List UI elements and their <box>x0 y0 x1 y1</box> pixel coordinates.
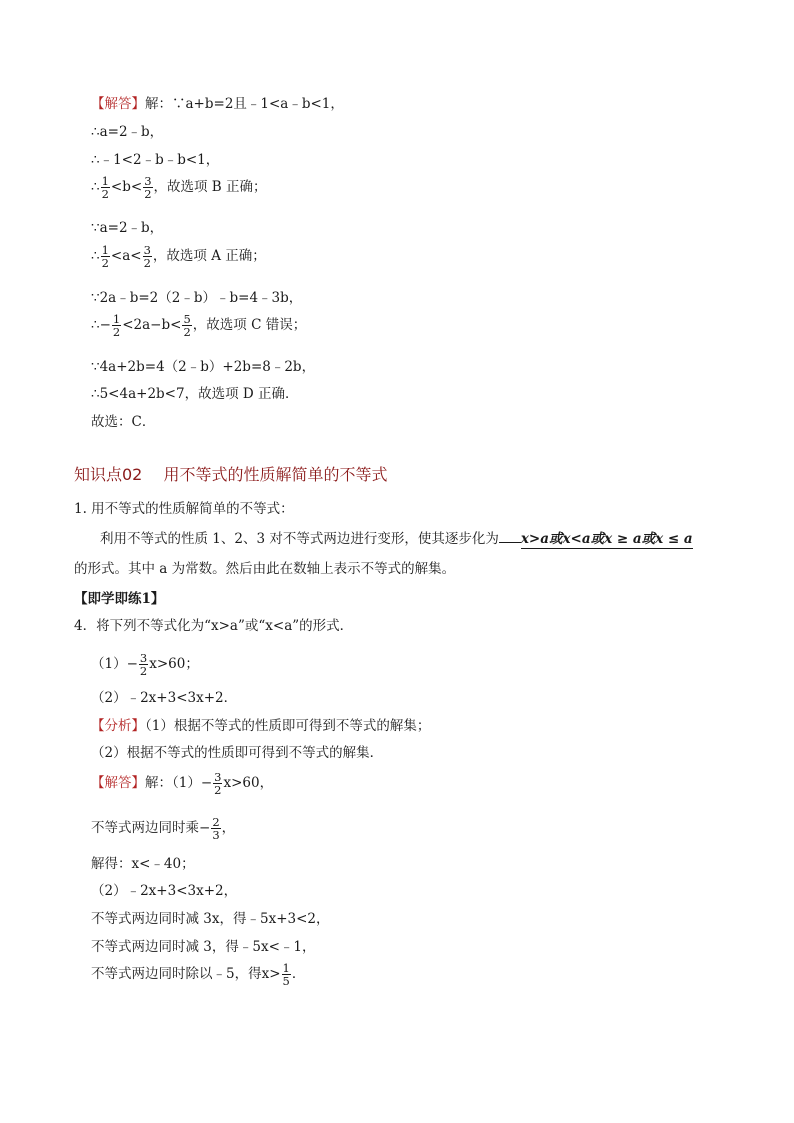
fraction: $\frac{5}{2}$ <box>183 312 191 339</box>
answer-line-3: 解得：x<﹣40； <box>91 856 195 872</box>
question-4-stem: 4．将下列不等式化为“x>a”或“x<a”的形式． <box>74 618 354 634</box>
fraction: $\frac{1}{5}$ <box>282 961 290 988</box>
answer-line-6: 不等式两边同时减 3，得﹣5x<﹣1， <box>91 939 316 955</box>
fraction: $\frac{1}{2}$ <box>112 312 121 339</box>
question-4-part-2: （2）﹣2x+3<3x+2． <box>91 690 238 706</box>
paragraph-line-1: 利用不等式的性质 1、2、3 对不等式两边进行变形，使其逐步化为 x>a或x<a或x ≥ a或x ≤ a <box>100 531 693 547</box>
fraction: $\frac{3}{2}$ <box>214 770 222 797</box>
fraction: $\frac{1}{2}$ <box>101 174 109 201</box>
practice-label: 【即学即练1】 <box>74 591 165 607</box>
solution-line-3: ∴﹣1<2﹣b﹣b<1， <box>91 152 220 168</box>
analysis-line-2: （2）根据不等式的性质即可得到不等式的解集． <box>91 745 384 761</box>
section-heading: 知识点02 用不等式的性质解简单的不等式 <box>74 465 388 484</box>
answer-tag: 【解答】 <box>91 96 145 112</box>
fraction: $\frac{3}{2}$ <box>143 243 151 270</box>
solution-line-8: ∴− $\frac{1}{2}$ <2a−b< $\frac{5}{2}$ ，故选项 C 错误； <box>91 312 307 339</box>
fill-in-answer: x>a或x<a或x ≥ a或x ≤ a <box>520 531 693 547</box>
solution-line-1: 【解答】解：∵a+b=2且﹣1<a﹣b<1， <box>91 96 344 112</box>
fraction: $\frac{1}{2}$ <box>101 243 109 270</box>
solution-line-6: ∴ $\frac{1}{2}$ <a< $\frac{3}{2}$ ，故选项 A 正确； <box>91 243 266 270</box>
question-4-part-1: （1）− $\frac{3}{2}$ x>60； <box>91 651 199 678</box>
answer-line-5: 不等式两边同时减 3x，得﹣5x+3<2， <box>91 911 330 927</box>
fraction: $\frac{2}{3}$ <box>212 815 220 842</box>
item-1: 1. 用不等式的性质解简单的不等式： <box>74 501 294 517</box>
solution-line-5: ∵a=2﹣b， <box>91 220 164 236</box>
answer-line-4: （2）﹣2x+3<3x+2， <box>91 883 238 899</box>
fraction: $\frac{3}{2}$ <box>139 651 148 678</box>
analysis-tag: 【分析】 <box>91 718 145 734</box>
answer-line-2: 不等式两边同时乘− $\frac{2}{3}$ ， <box>91 815 236 842</box>
solution-line-7: ∵2a﹣b=2（2﹣b）﹣b=4﹣3b， <box>91 290 303 306</box>
answer-tag: 【解答】 <box>91 775 145 791</box>
solution-line-10: ∴5<4a+2b<7，故选项 D 正确． <box>91 386 299 402</box>
answer-line-7: 不等式两边同时除以﹣5，得x> $\frac{1}{5}$ ． <box>91 961 306 988</box>
answer-line-1: 【解答】解：（1）− $\frac{3}{2}$ x>60， <box>91 770 274 797</box>
fraction: $\frac{3}{2}$ <box>144 174 152 201</box>
solution-line-9: ∵4a+2b=4（2﹣b）+2b=8﹣2b， <box>91 359 316 375</box>
analysis-line-1: 【分析】（1）根据不等式的性质即可得到不等式的解集； <box>91 718 431 734</box>
solution-line-11: 故选：C． <box>91 414 156 430</box>
paragraph-line-2: 的形式。其中 a 为常数。然后由此在数轴上表示不等式的解集。 <box>74 561 456 577</box>
solution-line-2: ∴a=2﹣b， <box>91 124 164 140</box>
solution-line-4: ∴ $\frac{1}{2}$ <b< $\frac{3}{2}$ ，故选项 B 正确； <box>91 174 267 201</box>
